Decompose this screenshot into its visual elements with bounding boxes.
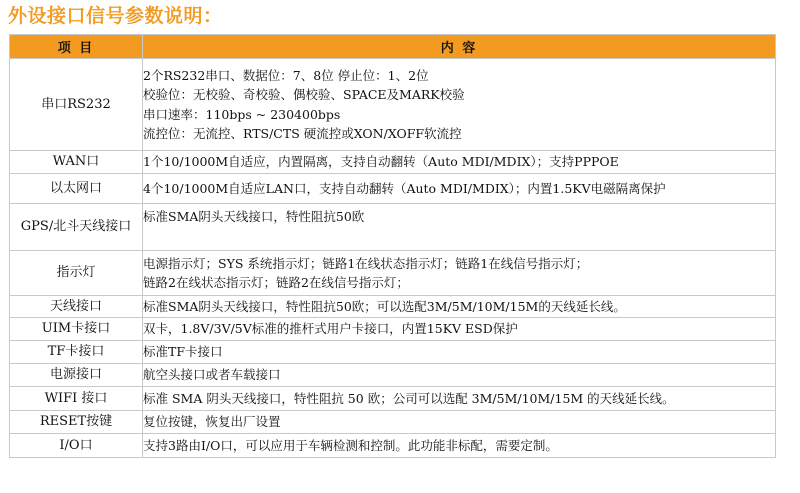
row-content [143,296,776,318]
table-row [10,434,776,458]
row-content [143,387,776,411]
row-content [143,204,776,251]
table-row [10,411,776,434]
content-line: 复位按键，恢复出厂设置 [143,414,281,430]
table-row [10,204,776,251]
row-content [143,434,776,458]
table-row [10,364,776,387]
content-line: 链路2在线状态指示灯；链路2在线信号指示灯； [143,275,409,290]
row-item: WIFI 接口 [10,387,143,411]
row-content [143,251,776,296]
row-item: RESET按键 [10,411,143,434]
header-content: 内 容 [143,35,776,59]
content-line: 1个10/1000M自适应，内置隔离，支持自动翻转（Auto MDI/MDIX）；支持PPPOE [143,154,619,170]
content-line: 标准 SMA 阴头天线接口，特性阻抗 50 欧；公司可以选配 3M/5M/10M/15M 的天线延长线。 [143,390,675,406]
row-content [143,174,776,204]
table-row [10,251,776,296]
row-item: 指示灯 [10,251,143,296]
row-content [143,341,776,364]
content-line: 电源指示灯；SYS 系统指示灯；链路1在线状态指示灯；链路1在线信号指示灯； [143,255,589,271]
row-item: 串口RS232 [10,59,143,151]
content-line: 校验位：无校验、奇校验、偶校验、SPACE及MARK校验 [143,87,465,102]
table-row [10,296,776,318]
header-item: 项 目 [10,35,143,59]
content-line: 支持3路由I/O口，可以应用于车辆检测和控制。此功能非标配，需要定制。 [143,437,558,453]
row-content [143,318,776,341]
row-content [143,59,776,151]
row-item: TF卡接口 [10,341,143,364]
table-header-row [10,35,776,59]
table-row [10,387,776,411]
content-line: 标准SMA阴头天线接口，特性阻抗50欧 [143,209,365,224]
table-row [10,318,776,341]
content-line: 航空头接口或者车载接口 [143,367,281,383]
spec-table [9,34,776,458]
table-row [10,151,776,174]
content-line: 标准TF卡接口 [143,344,223,360]
row-content [143,411,776,434]
row-content [143,151,776,174]
row-item: 电源接口 [10,364,143,387]
row-item: WAN口 [10,151,143,174]
table-row [10,174,776,204]
row-item: 天线接口 [10,296,143,318]
row-item: UIM卡接口 [10,318,143,341]
content-line: 串口速率：110bps ~ 230400bps [143,106,341,122]
row-item: I/O口 [10,434,143,458]
content-line: 标准SMA阴头天线接口，特性阻抗50欧；可以选配3M/5M/10M/15M的天线延长线。 [143,298,626,314]
content-line: 4个10/1000M自适应LAN口，支持自动翻转（Auto MDI/MDIX）；内置1.5KV电磁隔离保护 [143,180,666,196]
page-title: 外设接口信号参数说明： [8,5,223,27]
content-line: 流控位：无流控、RTS/CTS 硬流控或XON/XOFF软流控 [143,126,462,141]
content-line: 双卡，1.8V/3V/5V标准的推杆式用户卡接口，内置15KV ESD保护 [143,321,518,337]
row-item: 以太网口 [10,174,143,204]
row-content [143,364,776,387]
row-item: GPS/北斗天线接口 [10,204,143,251]
table-row [10,59,776,151]
content-line: 2个RS232串口、数据位：7、8位 停止位：1、2位 [143,67,429,83]
table-row [10,341,776,364]
